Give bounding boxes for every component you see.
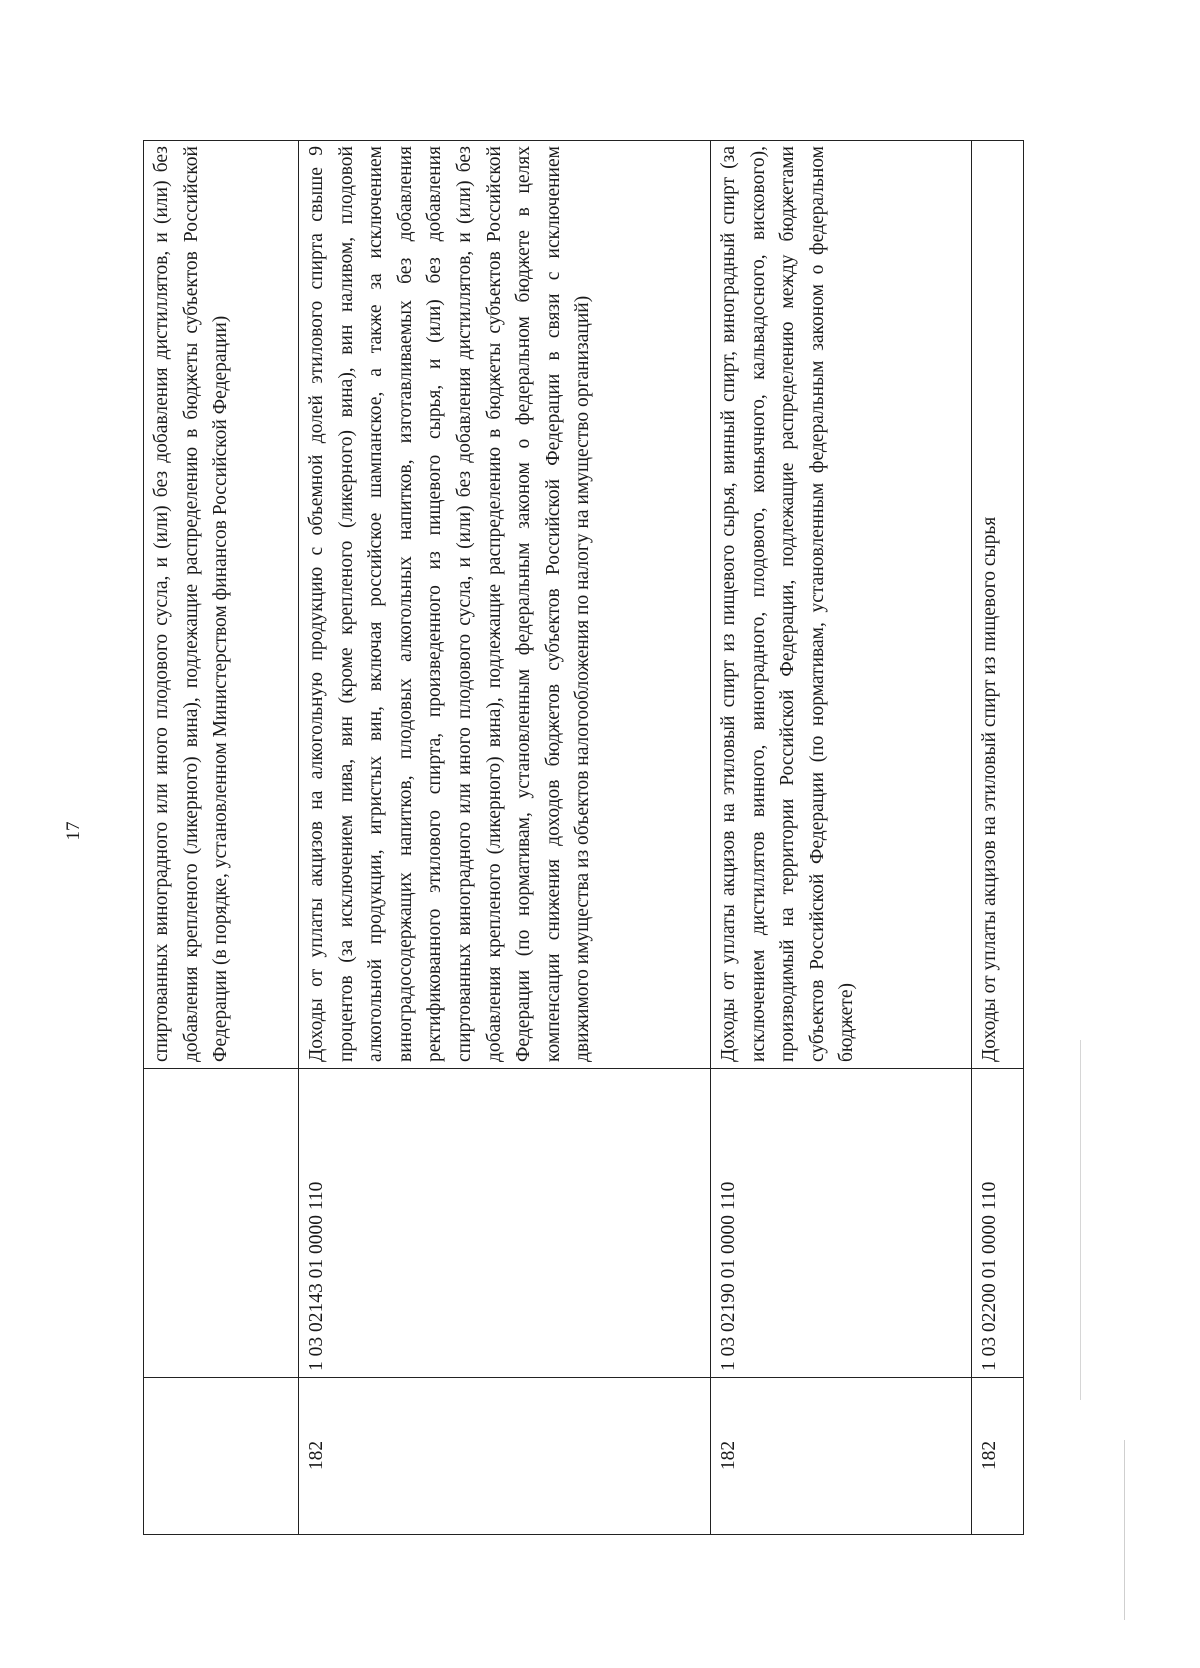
revenue-codes-table [143, 140, 1024, 1535]
revenue-name-cell: Доходы от уплаты акцизов на этиловый спирт из пищевого сырья, винный спирт, виноградный спирт (за исключением дистиллятов винного, виноградного, плодового, коньячного, кальвадосного, вискового), производимый на территории Российской Федерации, подлежащие распределению между бюджетами субъектов Российской Федерации (по нормативам, установленным федеральным законом о федеральном бюджете) [711, 141, 972, 1069]
budget-code-cell: 1 03 02200 01 0000 110 [972, 1069, 1024, 1378]
revenue-name-cell: Доходы от уплаты акцизов на этиловый спирт из пищевого сырья [972, 141, 1024, 1069]
budget-code-cell: 1 03 02190 01 0000 110 [711, 1069, 972, 1378]
table-row [972, 141, 1024, 1535]
page-number: 17 [63, 821, 84, 841]
rotated-table-frame [143, 140, 1200, 1471]
table-row [711, 141, 972, 1535]
scan-artifact-line [1080, 1040, 1081, 1400]
table-row [299, 141, 711, 1535]
rotated-table-inner [143, 140, 1023, 1535]
admin-code-cell: 182 [711, 1378, 972, 1535]
revenue-name-cell: спиртованных виноградного или иного плодового сусла, и (или) без добавления дистиллятов, и (или) без добавления крепленого (ликерного) вина), подлежащие распределению в бюджеты субъектов Российской Федерации (в порядке, установленном Министерством финансов Российской Федерации) [144, 141, 299, 1069]
admin-code-cell: 182 [972, 1378, 1024, 1535]
admin-code-cell: 182 [299, 1378, 711, 1535]
admin-code-cell [144, 1378, 299, 1535]
budget-code-cell: 1 03 02143 01 0000 110 [299, 1069, 711, 1378]
table-row [144, 141, 299, 1535]
revenue-name-cell: Доходы от уплаты акцизов на алкогольную продукцию с объемной долей этилового спирта свыше 9 процентов (за исключением пива, вин (кроме крепленого (ликерного) вина), вин наливом, плодовой алкогольной продукции, игристых вин, включая российское шампанское, а также за исключением виноградосодержащих напитков, плодовых алкогольных напитков, изготавливаемых без добавления ректификованного этилового спирта, произведенного из пищевого сырья, и (или) без добавления спиртованных виноградного или иного плодового сусла, и (или) без добавления дистиллятов, и (или) без добавления крепленого (ликерного) вина), подлежащие распределению в бюджеты субъектов Российской Федерации (по нормативам, установленным федеральным законом о федеральном бюджете в целях компенсации снижения доходов бюджетов субъектов Российской Федерации в связи с исключением движимого имущества из объектов налогообложения по налогу на имущество организаций) [299, 141, 711, 1069]
scan-artifact-line [1124, 1440, 1125, 1620]
budget-code-cell [144, 1069, 299, 1378]
